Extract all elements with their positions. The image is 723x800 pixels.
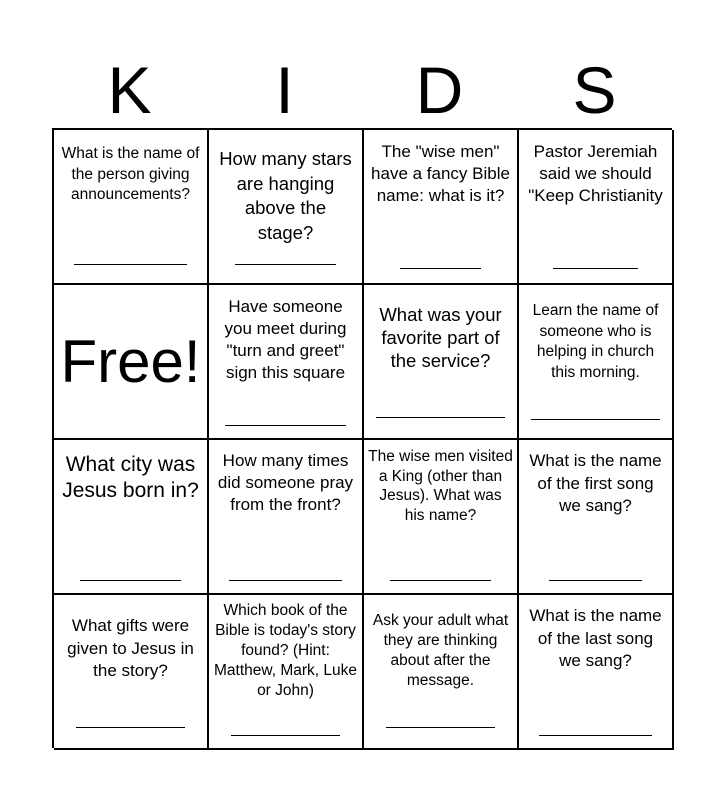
bingo-cell[interactable] (209, 285, 364, 440)
cell-question: What is the name of the last song we sang? (529, 606, 662, 670)
answer-line (74, 264, 187, 265)
answer-line (376, 417, 505, 418)
answer-line (80, 580, 181, 581)
bingo-cell[interactable] (519, 440, 674, 595)
bingo-header (52, 52, 672, 128)
free-label: Free! (60, 328, 201, 395)
bingo-board (52, 128, 672, 748)
bingo-cell[interactable] (519, 285, 674, 440)
bingo-cell[interactable] (54, 130, 209, 285)
answer-line (235, 264, 336, 265)
cell-question: How many times did someone pray from the front? (217, 451, 354, 514)
answer-line (231, 735, 340, 736)
bingo-cell[interactable] (364, 130, 519, 285)
header-letter-k: K (107, 53, 152, 127)
header-letter-d: D (415, 53, 464, 127)
cell-question: What is the name of the first song we sang? (529, 451, 662, 515)
answer-line (549, 580, 642, 581)
answer-line (386, 727, 495, 728)
cell-question: What was your favorite part of the service? (379, 304, 502, 371)
answer-line (539, 735, 652, 736)
bingo-cell[interactable] (519, 595, 674, 750)
cell-question: Learn the name of someone who is helping in church this morning. (532, 302, 659, 381)
bingo-cell[interactable] (519, 130, 674, 285)
answer-line (225, 425, 346, 426)
bingo-cell[interactable] (54, 595, 209, 750)
cell-question: Pastor Jeremiah said we should "Keep Christianity (528, 142, 663, 205)
cell-question: What gifts were given to Jesus in the story? (67, 616, 194, 680)
answer-line (229, 580, 342, 581)
answer-line (390, 580, 491, 581)
free-space[interactable] (54, 285, 209, 440)
bingo-cell[interactable] (209, 595, 364, 750)
header-letter-i: I (275, 53, 294, 127)
bingo-cell[interactable] (364, 595, 519, 750)
cell-question: Have someone you meet during "turn and greet" sign this square (224, 297, 347, 382)
cell-question: How many stars are hanging above the stage? (219, 148, 352, 243)
bingo-cell[interactable] (54, 440, 209, 595)
cell-question: Which book of the Bible is today's story found? (Hint: Matthew, Mark, Luke or John) (213, 602, 357, 699)
cell-question: Ask your adult what they are thinking about after the message. (372, 612, 509, 689)
cell-question: The "wise men" have a fancy Bible name: what is it? (371, 142, 510, 205)
answer-line (400, 268, 481, 269)
cell-question: What is the name of the person giving announcements? (61, 145, 200, 203)
cell-question: What city was Jesus born in? (62, 453, 199, 502)
bingo-cell[interactable] (364, 440, 519, 595)
bingo-cell[interactable] (209, 130, 364, 285)
answer-line (531, 419, 660, 420)
bingo-cell[interactable] (364, 285, 519, 440)
header-letter-s: S (572, 53, 617, 127)
answer-line (553, 268, 638, 269)
bingo-cell[interactable] (209, 440, 364, 595)
answer-line (76, 727, 185, 728)
cell-question: The wise men visited a King (other than Jesus). What was his name? (368, 448, 513, 524)
